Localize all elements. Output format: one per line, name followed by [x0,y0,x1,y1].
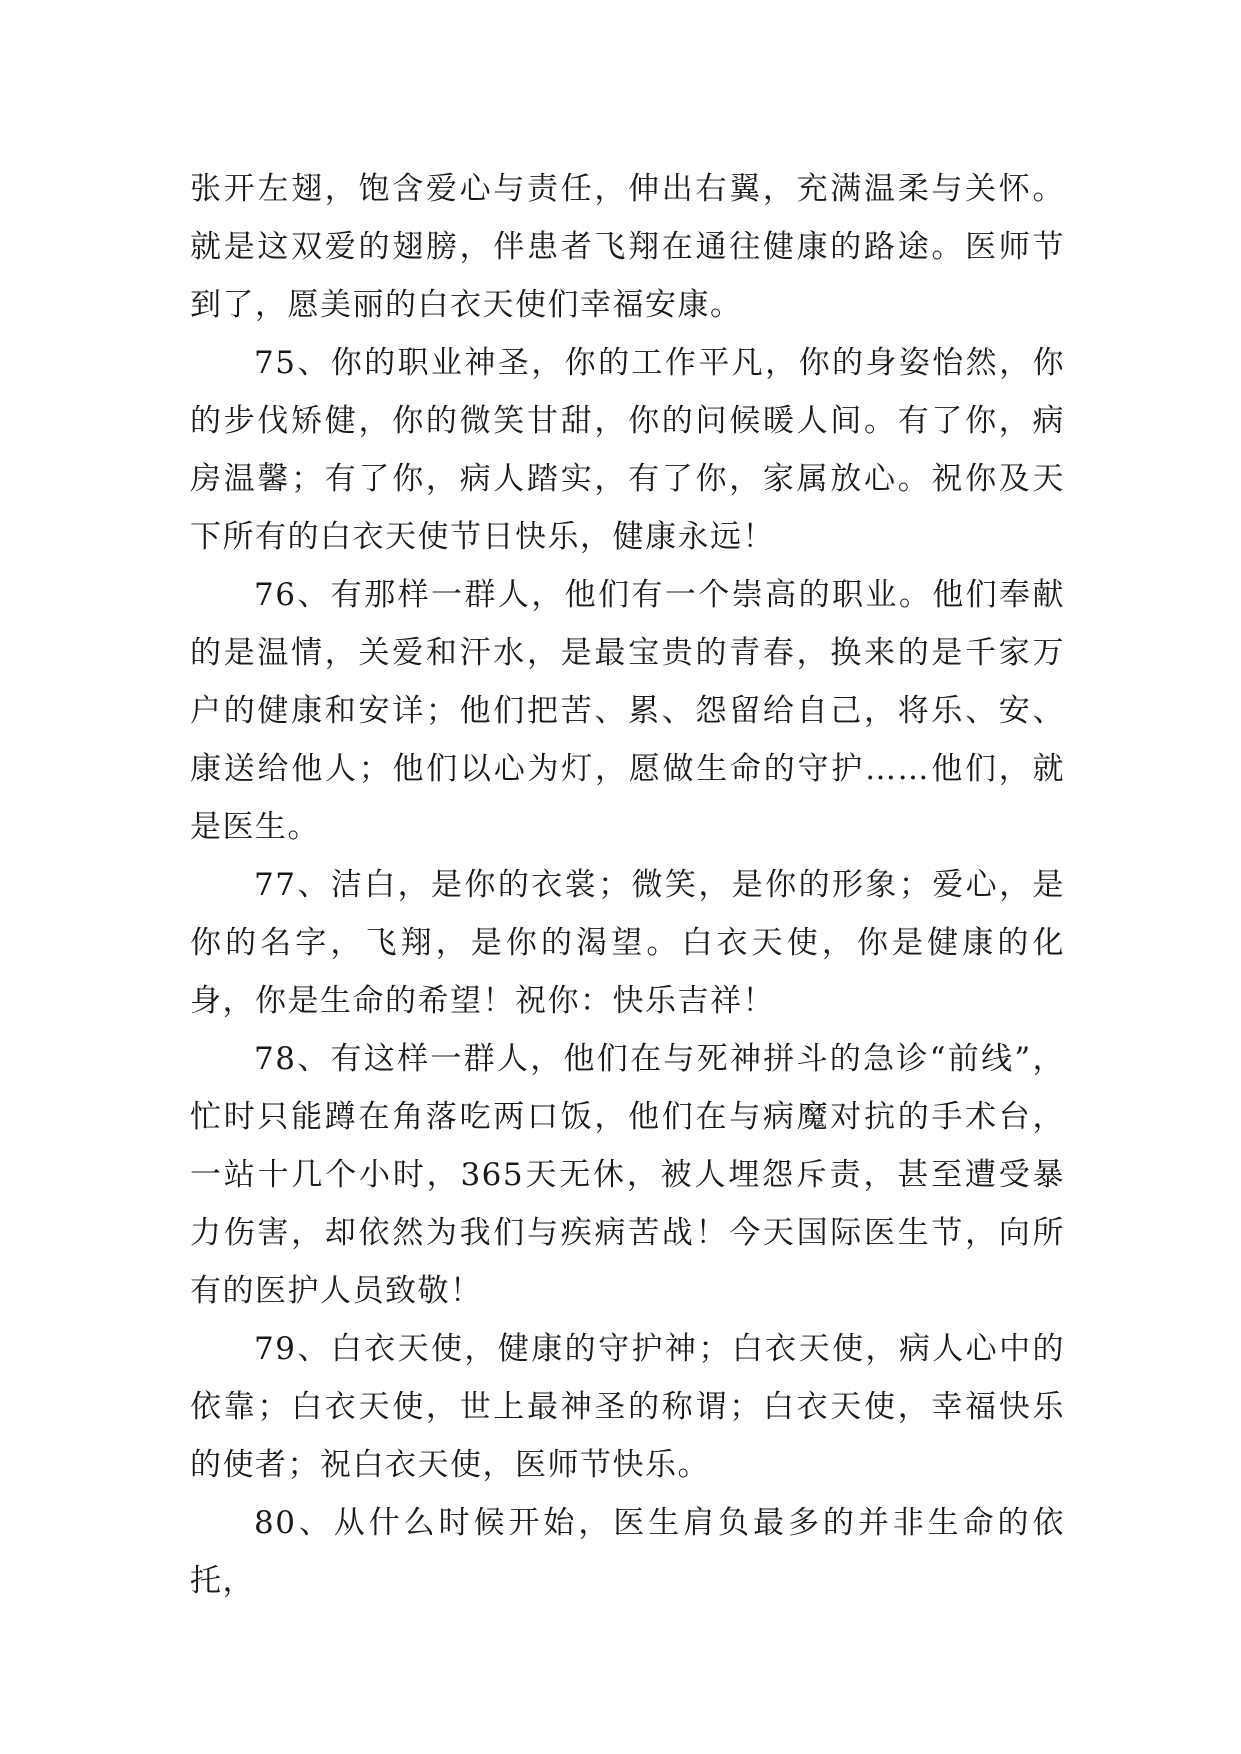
paragraph-77: 77、洁白，是你的衣裳；微笑，是你的形象；爱心，是你的名字，飞翔，是你的渴望。白衣天使，你是健康的化身，你是生命的希望！祝你：快乐吉祥！ [190,867,1065,1019]
document-body [190,160,1065,1610]
paragraph-78: 78、有这样一群人，他们在与死神拼斗的急诊“前线”，忙时只能蹲在角落吃两口饭，他们在与病魔对抗的手术台，一站十几个小时，365天无休，被人埋怨斥责，甚至遭受暴力伤害，却依然为我们与疾病苦战！今天国际医生节，向所有的医护人员致敬！ [190,1041,1065,1309]
paragraph-80: 80、从什么时候开始，医生肩负最多的并非生命的依托， [190,1505,1065,1599]
paragraph-75: 75、你的职业神圣，你的工作平凡，你的身姿怡然，你的步伐矫健，你的微笑甘甜，你的问候暖人间。有了你，病房温馨；有了你，病人踏实，有了你，家属放心。祝你及天下所有的白衣天使节日快乐，健康永远！ [190,345,1065,555]
paragraph-continuation: 张开左翅，饱含爱心与责任，伸出右翼，充满温柔与关怀。就是这双爱的翅膀，伴患者飞翔在通往健康的路途。医师节到了，愿美丽的白衣天使们幸福安康。 [190,171,1065,323]
paragraph-76: 76、有那样一群人，他们有一个崇高的职业。他们奉献的是温情，关爱和汗水，是最宝贵的青春，换来的是千家万户的健康和安详；他们把苦、累、怨留给自己，将乐、安、康送给他人；他们以心为灯，愿做生命的守护……他们，就是医生。 [190,577,1065,845]
paragraph-79: 79、白衣天使，健康的守护神；白衣天使，病人心中的依靠；白衣天使，世上最神圣的称谓；白衣天使，幸福快乐的使者；祝白衣天使，医师节快乐。 [190,1331,1065,1483]
